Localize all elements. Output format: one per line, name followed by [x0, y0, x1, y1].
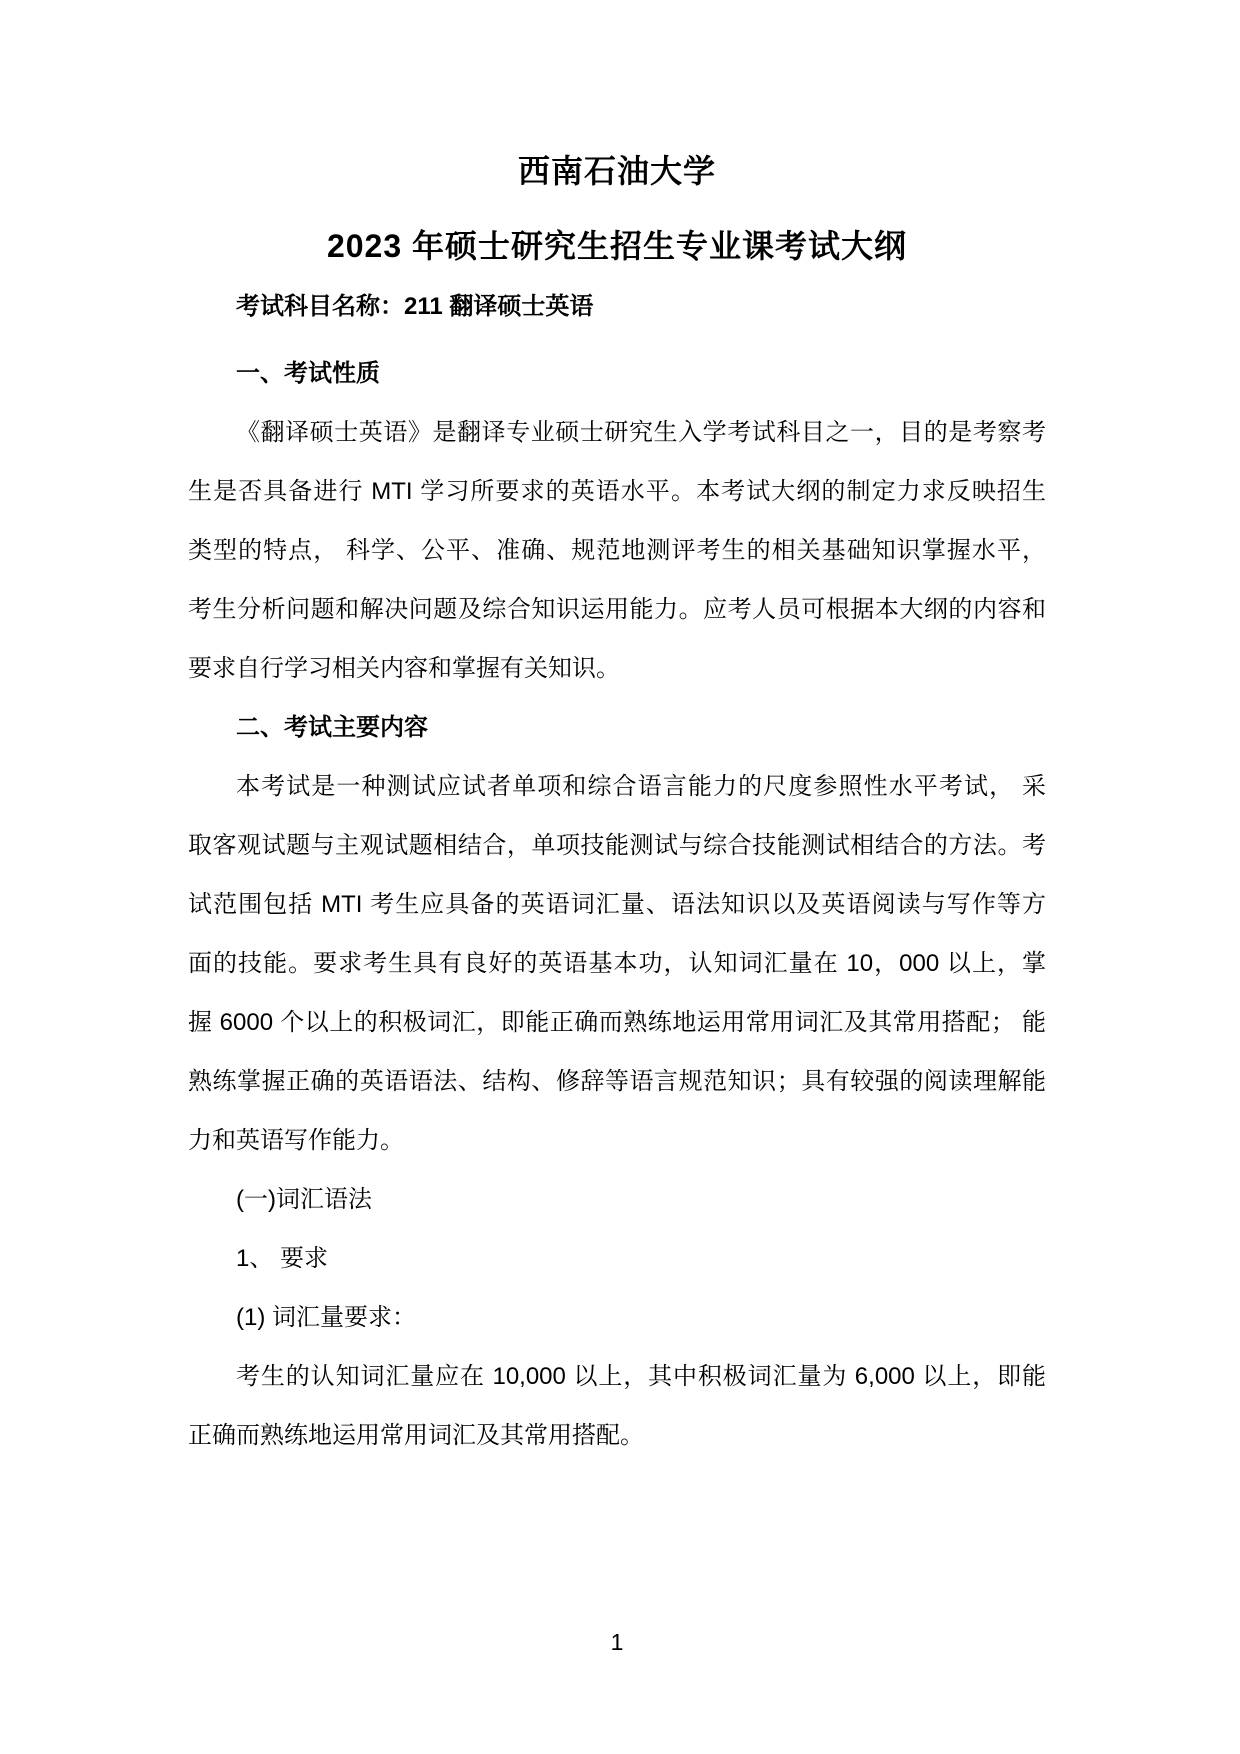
document-title-exam-outline: 2023 年硕士研究生招生专业课考试大纲: [326, 228, 908, 264]
para-2-line-5: 握 6000 个以上的积极词汇，即能正确而熟练地运用常用词汇及其常用搭配； 能: [188, 1009, 1046, 1036]
para-1-line-1: 《翻译硕士英语》是翻译专业硕士研究生入学考试科目之一，目的是考察考: [236, 419, 1046, 446]
para-3-line-1: 考生的认知词汇量应在 10,000 以上，其中积极词汇量为 6,000 以上，即能: [236, 1363, 1046, 1390]
document-title-university: 西南石油大学: [517, 153, 716, 189]
para-2-line-7: 力和英语写作能力。: [188, 1127, 404, 1154]
list-item-requirements: 1、 要求: [236, 1245, 329, 1272]
para-2-line-3: 试范围包括 MTI 考生应具备的英语词汇量、语法知识以及英语阅读与写作等方: [188, 891, 1046, 918]
para-1-line-3: 类型的特点， 科学、公平、准确、规范地测评考生的相关基础知识掌握水平，: [188, 537, 1046, 564]
para-2-line-6: 熟练掌握正确的英语语法、结构、修辞等语言规范知识；具有较强的阅读理解能: [188, 1068, 1046, 1095]
section-heading-1: 一、考试性质: [236, 360, 380, 387]
subsection-heading-vocab-grammar: (一)词汇语法: [236, 1186, 372, 1213]
exam-subject-line: 考试科目名称：211 翻译硕士英语: [236, 293, 594, 320]
section-heading-2: 二、考试主要内容: [236, 714, 428, 741]
para-1-line-4: 考生分析问题和解决问题及综合知识运用能力。应考人员可根据本大纲的内容和: [188, 596, 1046, 623]
para-2-line-4: 面的技能。要求考生具有良好的英语基本功，认知词汇量在 10，000 以上，掌: [188, 950, 1046, 977]
document-body: [188, 344, 1046, 1465]
page-number: 1: [610, 1629, 624, 1655]
para-2-line-1: 本考试是一种测试应试者单项和综合语言能力的尺度参照性水平考试， 采: [236, 773, 1046, 800]
para-2-line-2: 取客观试题与主观试题相结合，单项技能测试与综合技能测试相结合的方法。考: [188, 832, 1046, 859]
document-content: [188, 0, 1046, 1465]
para-1-line-2: 生是否具备进行 MTI 学习所要求的英语水平。本考试大纲的制定力求反映招生: [188, 478, 1046, 505]
list-item-vocab-requirement: (1) 词汇量要求：: [236, 1304, 416, 1331]
para-3-line-2: 正确而熟练地运用常用词汇及其常用搭配。: [188, 1422, 644, 1449]
para-1-line-5: 要求自行学习相关内容和掌握有关知识。: [188, 655, 620, 682]
